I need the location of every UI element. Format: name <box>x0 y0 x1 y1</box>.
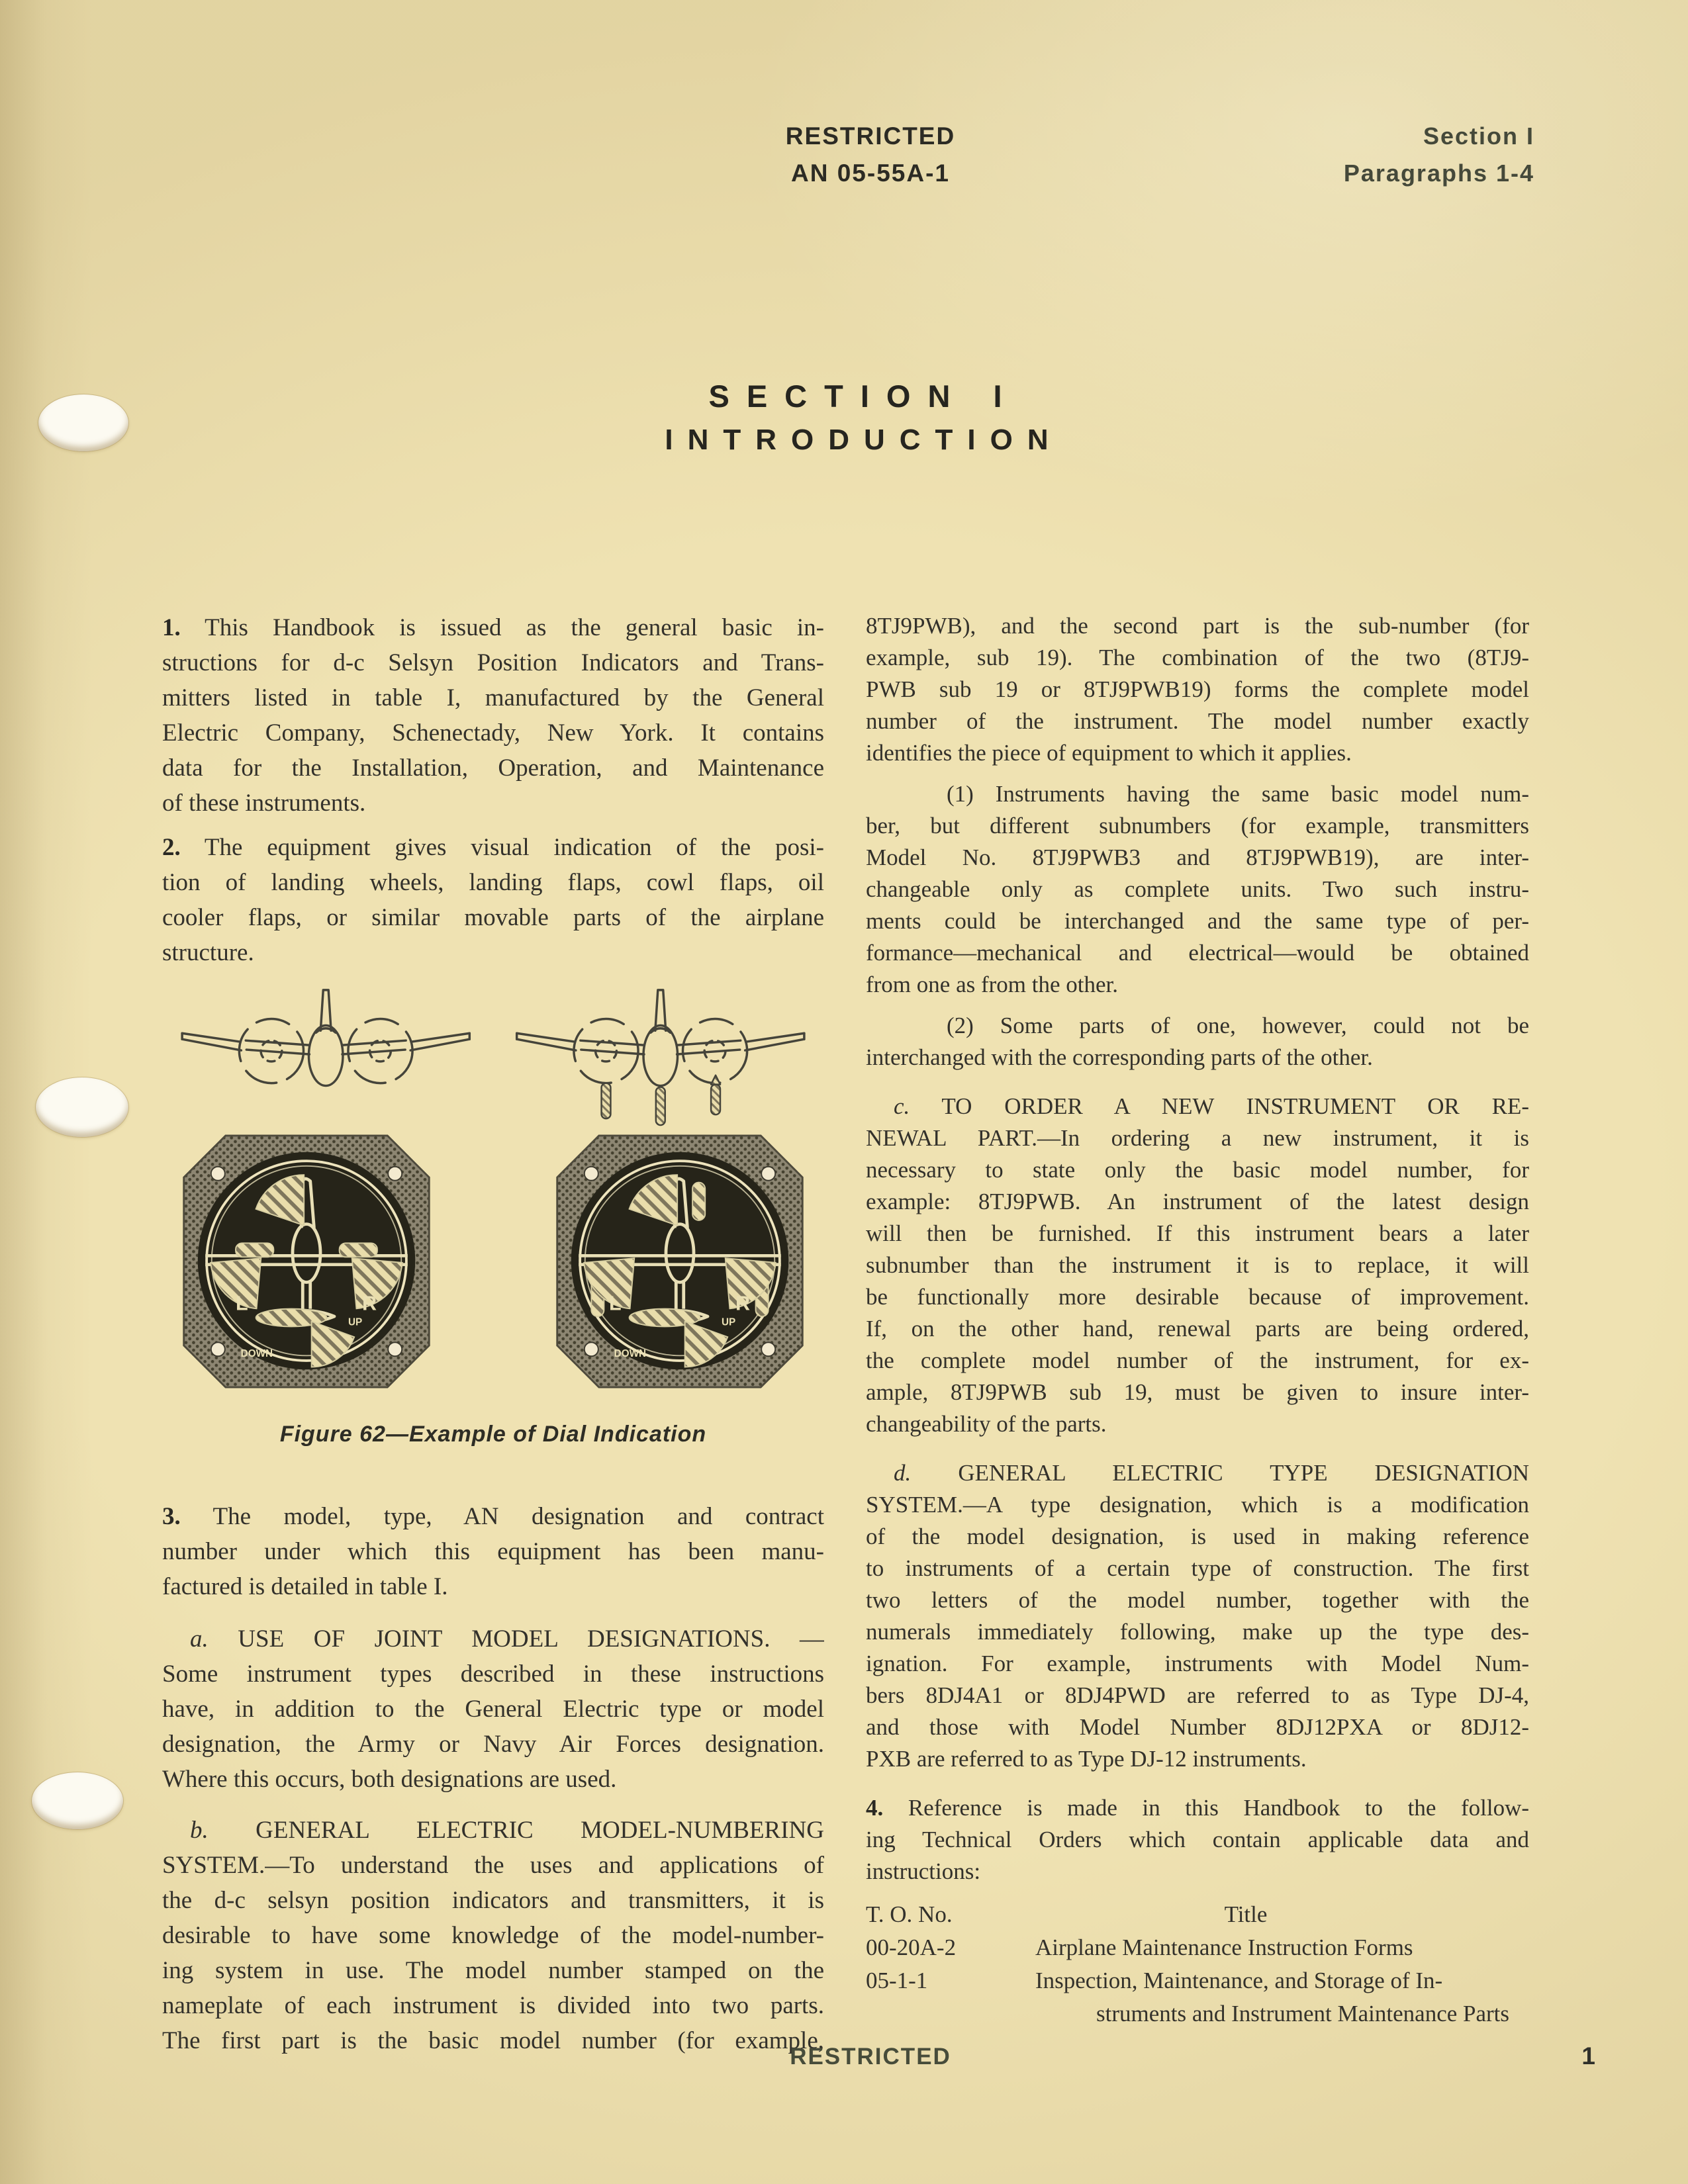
section-subtitle: INTRODUCTION <box>665 424 1063 456</box>
dial-label-up: UP <box>348 1316 363 1328</box>
figure-62 <box>162 978 824 1447</box>
punch-hole <box>36 1077 128 1137</box>
security-marking: RESTRICTED <box>785 122 956 150</box>
paragraph-4: 4. Reference is made in this Handbook to the follow- ing Technical Orders which contain applicable data and instructions: <box>866 1795 1529 1884</box>
dial-label-up: UP <box>722 1316 736 1328</box>
table-row: struments and Instrument Maintenance Parts <box>1096 2001 1510 2026</box>
paragraph-b-sub2: (2) Some parts of one, however, could not be interchanged with the corresponding parts of the other. <box>866 1013 1529 1070</box>
header-right <box>1344 118 1534 192</box>
technical-orders-table <box>866 1898 1529 2030</box>
paragraph-b: b. GENERAL ELECTRIC MODEL-NUMBERING SYSTEM.—To understand the uses and applications of the d-c selsyn position indicators and transmitters, it is desirable to have some knowledge of the model-number- ing system in use. The model number stamped on the nameplate of each instrument is divided into two parts. The first part is the basic model number (for example, <box>162 1817 824 2054</box>
right-column <box>866 610 1529 2030</box>
dial-label-right: R <box>362 1292 377 1315</box>
dial-label-left: L <box>236 1292 248 1315</box>
paragraph-d: d. GENERAL ELECTRIC TYPE DESIGNATION SYSTEM.—A type designation, which is a modification of the model designation, is used in making reference to instruments of a certain type of construction. The first two letters of the model number, together with the numerals immediately following, make up the type des- ignation. For example, instruments with Model Num- bers 8DJ4A1 or 8DJ4PWD are referred to as Type DJ-4, and those with Model Number 8DJ12PXA or 8DJ12- PXB are referred to as Type DJ-12 instruments. <box>866 1460 1529 1772</box>
paragraph-a: a. USE OF JOINT MODEL DESIGNATIONS. — Some instrument types described in these instructions have, in addition to the General Electric type or model designation, the Army or Navy Air Forces designation. Where this occurs, both designations are used. <box>162 1625 824 1793</box>
dial-label-right: R <box>735 1292 751 1315</box>
doc-number: AN 05-55A-1 <box>791 159 950 187</box>
page-number: 1 <box>1581 2042 1595 2070</box>
left-column <box>162 610 824 2058</box>
paragraph-b-sub1: (1) Instruments having the same basic model num- ber, but different subnumbers (for example, transmitters Model No. 8TJ9PWB3 and 8TJ9PWB19), are inter- changeable only as complete units. Two such instru- ments could be interchanged and the same type of per- formance—mechanical and electrical—would be obtained from one as from the other. <box>866 781 1529 997</box>
table-row: 00-20A-2 Airplane Maintenance Instruction Forms <box>866 1934 1413 1960</box>
paragraph-b-continued: 8TJ9PWB), and the second part is the sub-number (for example, sub 19). The combination of the two (8TJ9- PWB sub 19 or 8TJ9PWB19) forms the complete model number of the instrument. The model number exactly identifies the piece of equipment to which it applies. <box>866 613 1529 766</box>
table-row: T. O. No. Title <box>866 1901 1268 1927</box>
dial-indicator-gear-down <box>553 1132 806 1391</box>
dial-label-down: DOWN <box>240 1348 273 1360</box>
paragraph-c: c. TO ORDER A NEW INSTRUMENT OR RE- NEWAL PART.—In ordering a new instrument, it is necessary to state only the basic model number, for example: 8TJ9PWB. An instrument of the latest design will then be furnished. If this instrument bears a later subnumber than the instrument it is to replace, it will be functionally more desirable because of improvement. If, on the other hand, renewal parts are being ordered, the complete model number of the instrument, for ex- ample, 8TJ9PWB sub 19, must be given to insure inter- changeability of the parts. <box>866 1093 1529 1437</box>
aircraft-gear-down-drawing <box>517 990 804 1086</box>
paragraphs-ref: Paragraphs 1-4 <box>1343 159 1534 187</box>
punch-hole <box>32 1772 123 1829</box>
section-ref: Section I <box>1423 122 1534 150</box>
section-heading <box>0 375 1688 462</box>
aircraft-gear-up-drawing <box>182 990 469 1086</box>
paragraph-3: 3. The model, type, AN designation and contract number under which this equipment has been manu- factured is detailed in table I. <box>162 1503 824 1600</box>
dial-indicator-gear-up <box>180 1132 433 1391</box>
aircraft-front-view-drawings <box>169 978 818 1129</box>
figure-caption: Figure 62—Example of Dial Indication <box>279 1422 707 1447</box>
section-title: SECTION I <box>708 379 1019 414</box>
dial-indicators <box>162 1132 824 1391</box>
paragraph-1: 1. This Handbook is issued as the general basic in- structions for d-c Selsyn Position Indicators and Trans- mitters listed in table I, manufactured by the General Electric Company, Schenectady, New York. It contains data for the Installation, Operation, and Maintenance of these instruments. <box>162 614 824 817</box>
dial-label-down: DOWN <box>614 1348 647 1360</box>
dial-label-left: L <box>609 1292 622 1315</box>
paragraph-2: 2. The equipment gives visual indication of the posi- tion of landing wheels, landing flaps, cowl flaps, oil cooler flaps, or similar movable parts of the airplane structure. <box>162 834 824 966</box>
table-row: 05-1-1 Inspection, Maintenance, and Storage of In- <box>866 1968 1443 1993</box>
footer-security-marking: RESTRICTED <box>790 2044 951 2070</box>
extended-landing-gear <box>602 1075 720 1125</box>
